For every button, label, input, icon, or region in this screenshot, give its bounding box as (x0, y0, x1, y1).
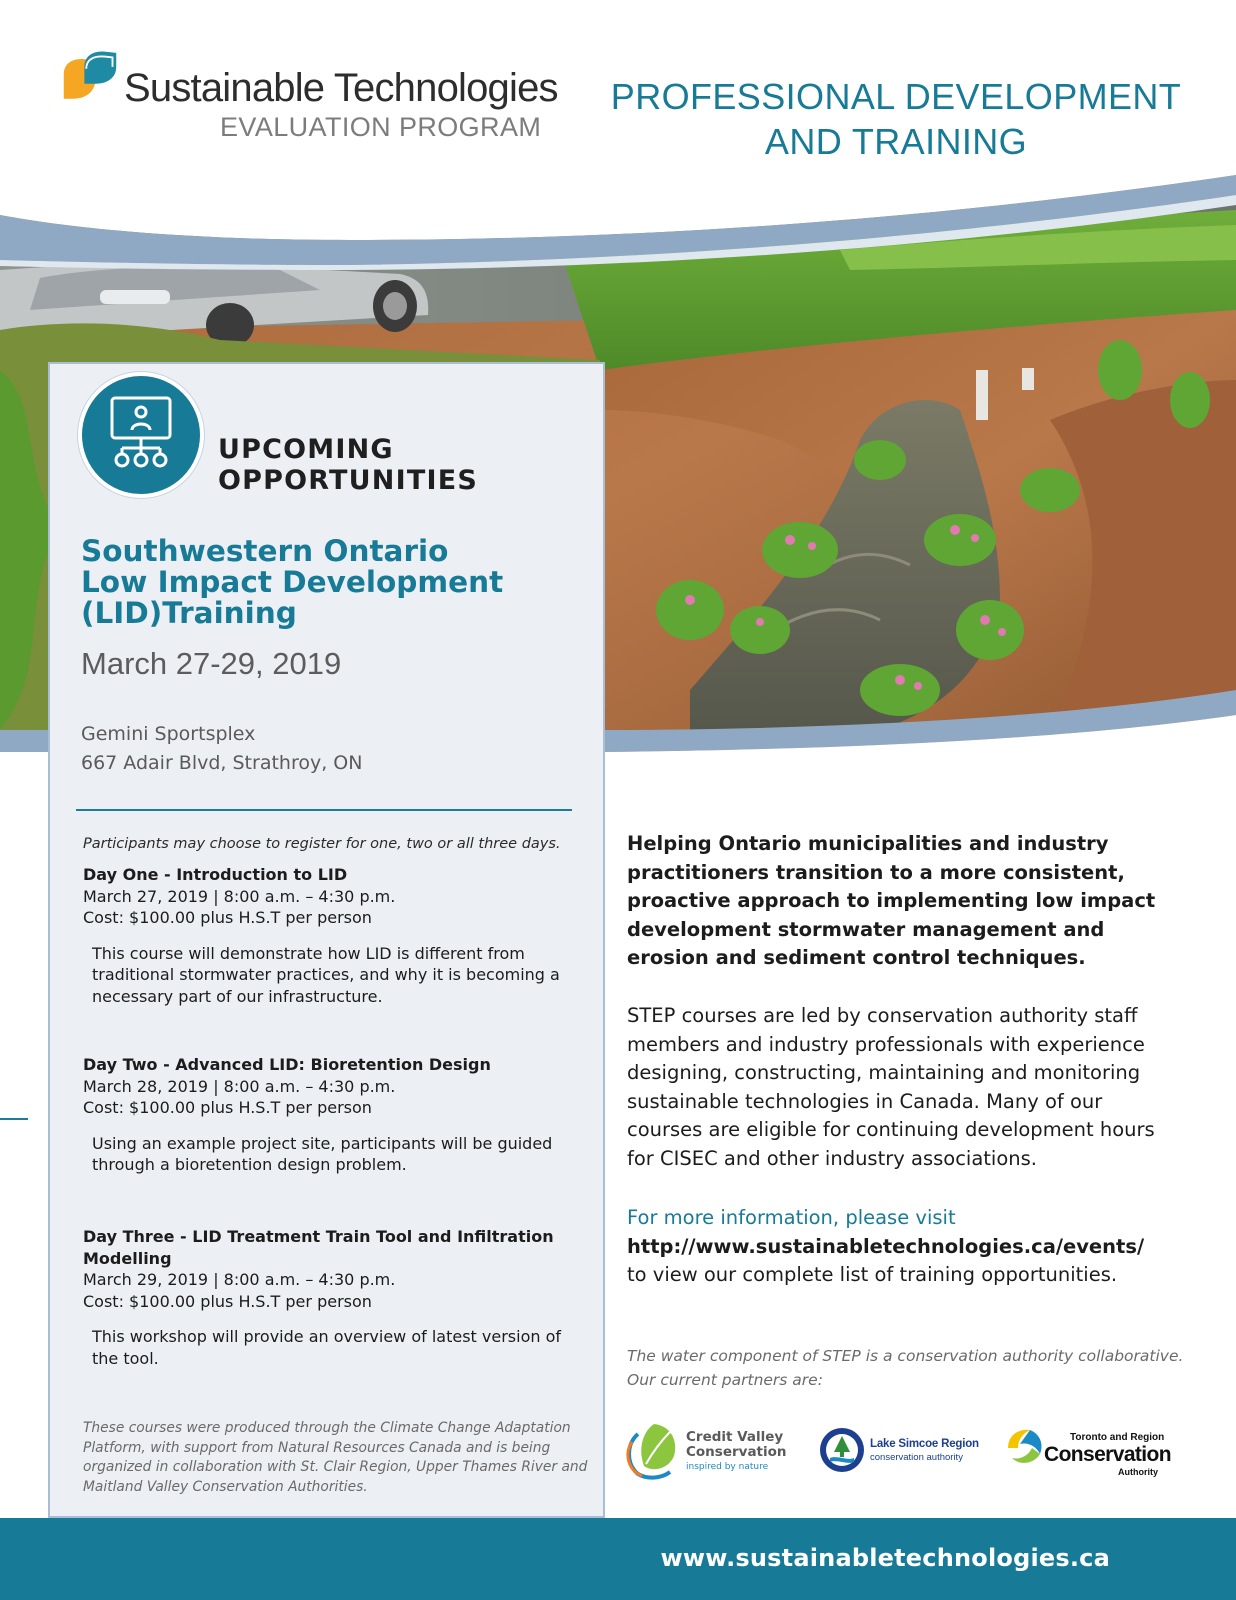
cvc-leaf-icon (624, 1420, 680, 1480)
day-cost: Cost: $100.00 plus H.S.T per person (83, 1291, 372, 1311)
event-title-line-2: Low Impact Development (81, 565, 504, 599)
page-title-line-1: PROFESSIONAL DEVELOPMENT (610, 76, 1182, 117)
lsr-name: Lake Simcoe Region (870, 1438, 979, 1450)
events-link[interactable]: http://www.sustainabletechnologies.ca/events/ (627, 1234, 1145, 1258)
cvc-tagline: inspired by nature (686, 1462, 769, 1472)
logo-subtitle: EVALUATION PROGRAM (220, 112, 542, 142)
upcoming-opportunities-panel (48, 362, 605, 1518)
page-title (606, 74, 1186, 164)
upcoming-heading-line-2: OPPORTUNITIES (218, 465, 478, 496)
cvc-name-line-1: Credit Valley (686, 1429, 784, 1445)
venue-name: Gemini Sportsplex (81, 723, 256, 745)
lake-simcoe-region-logo (818, 1420, 978, 1480)
more-info-block (627, 1204, 1202, 1290)
day-title: Day One - Introduction to LID (83, 865, 348, 884)
registration-note: Participants may choose to register for one, two or all three days. (83, 836, 561, 852)
trca-bottom: Authority (1118, 1467, 1158, 1477)
body-line: members and industry professionals with experience (627, 1032, 1145, 1056)
day-description: This workshop will provide an overview of latest version of the tool. (92, 1327, 562, 1368)
body-line: sustainable technologies in Canada. Many of our (627, 1089, 1103, 1113)
day-schedule: March 27, 2019 | 8:00 a.m. – 4:30 p.m. (83, 886, 396, 906)
more-info-label: For more information, please visit (627, 1206, 956, 1229)
step-logo (62, 46, 562, 156)
more-info-tail: to view our complete list of training opportunities. (627, 1263, 1118, 1286)
step-courses-paragraph (627, 1002, 1202, 1173)
body-line: designing, constructing, maintaining and monitoring (627, 1061, 1141, 1084)
day-schedule: March 28, 2019 | 8:00 a.m. – 4:30 p.m. (83, 1076, 396, 1096)
day-two-block (83, 1054, 588, 1176)
event-title-line-1: Southwestern Ontario (81, 534, 449, 568)
day-title: Day Two - Advanced LID: Bioretention Design (83, 1055, 491, 1074)
event-date: March 27-29, 2019 (81, 646, 342, 681)
cvc-name-line-2: Conservation (686, 1444, 787, 1460)
lead-line: practitioners transition to a more consistent, (627, 860, 1125, 884)
partners-note-line-1: The water component of STEP is a conservation authority collaborative. (627, 1347, 1184, 1365)
page-title-line-2: AND TRAINING (764, 121, 1028, 162)
day-cost: Cost: $100.00 plus H.S.T per person (83, 1098, 372, 1117)
day-schedule: March 29, 2019 | 8:00 a.m. – 4:30 p.m. (83, 1270, 396, 1289)
day-one-block (83, 864, 588, 1007)
side-tick-mark (0, 1118, 28, 1120)
body-line: STEP courses are led by conservation authority staff (627, 1004, 1138, 1027)
lake-simcoe-crest-icon (818, 1426, 866, 1474)
panel-divider (76, 809, 572, 811)
lead-line: erosion and sediment control techniques. (627, 946, 1086, 969)
footer-bar (0, 1518, 1236, 1600)
lead-line: development stormwater management and (627, 917, 1105, 941)
partners-note (627, 1344, 1217, 1392)
day-description: Using an example project site, participants will be guided through a bioretention design problem. (92, 1133, 553, 1174)
venue-address: 667 Adair Blvd, Strathroy, ON (81, 752, 363, 774)
trca-wordmark: Conservation (1044, 1443, 1171, 1466)
funding-footnote: These courses were produced through the Climate Change Adaptation Platform, with support from Natural Resources Canada and is being organized in collaboration with St. Clair Region, Upper Thames River and Maitland Valley Conservation Authorities. (83, 1420, 588, 1495)
logo-title: Sustainable Technologies (124, 66, 558, 110)
trca-top: Toronto and Region (1070, 1432, 1165, 1443)
footer-website-link[interactable]: www.sustainabletechnologies.ca (660, 1544, 1110, 1572)
body-line: for CISEC and other industry associations. (627, 1146, 1037, 1170)
trca-sun-icon (1004, 1426, 1044, 1466)
day-title: Day Three - LID Treatment Train Tool and Infiltration Modelling (83, 1227, 554, 1268)
event-title-line-3: (LID)Training (81, 596, 297, 630)
leaf-swoosh-logo (62, 50, 118, 110)
upcoming-heading (218, 434, 478, 496)
body-line: courses are eligible for continuing development hours (627, 1118, 1155, 1141)
venue (81, 720, 362, 778)
lsr-subtitle: conservation authority (870, 1452, 963, 1463)
day-three-block (83, 1226, 588, 1369)
event-title (81, 536, 591, 629)
lead-line: proactive approach to implementing low impact (627, 889, 1156, 912)
cvc-name (686, 1430, 787, 1460)
lead-statement (627, 830, 1202, 973)
trca-logo (1004, 1420, 1176, 1480)
credit-valley-conservation-logo (624, 1420, 794, 1480)
presentation-org-chart-icon (78, 372, 204, 498)
partners-note-line-2: Our current partners are: (627, 1371, 823, 1389)
upcoming-heading-line-1: UPCOMING (218, 434, 394, 465)
lead-line: Helping Ontario municipalities and industry (627, 832, 1109, 855)
day-cost: Cost: $100.00 plus H.S.T per person (83, 908, 372, 927)
day-description: This course will demonstrate how LID is different from traditional stormwater practices, and why it is becoming a necessary part of our infrastructure. (92, 943, 560, 1006)
